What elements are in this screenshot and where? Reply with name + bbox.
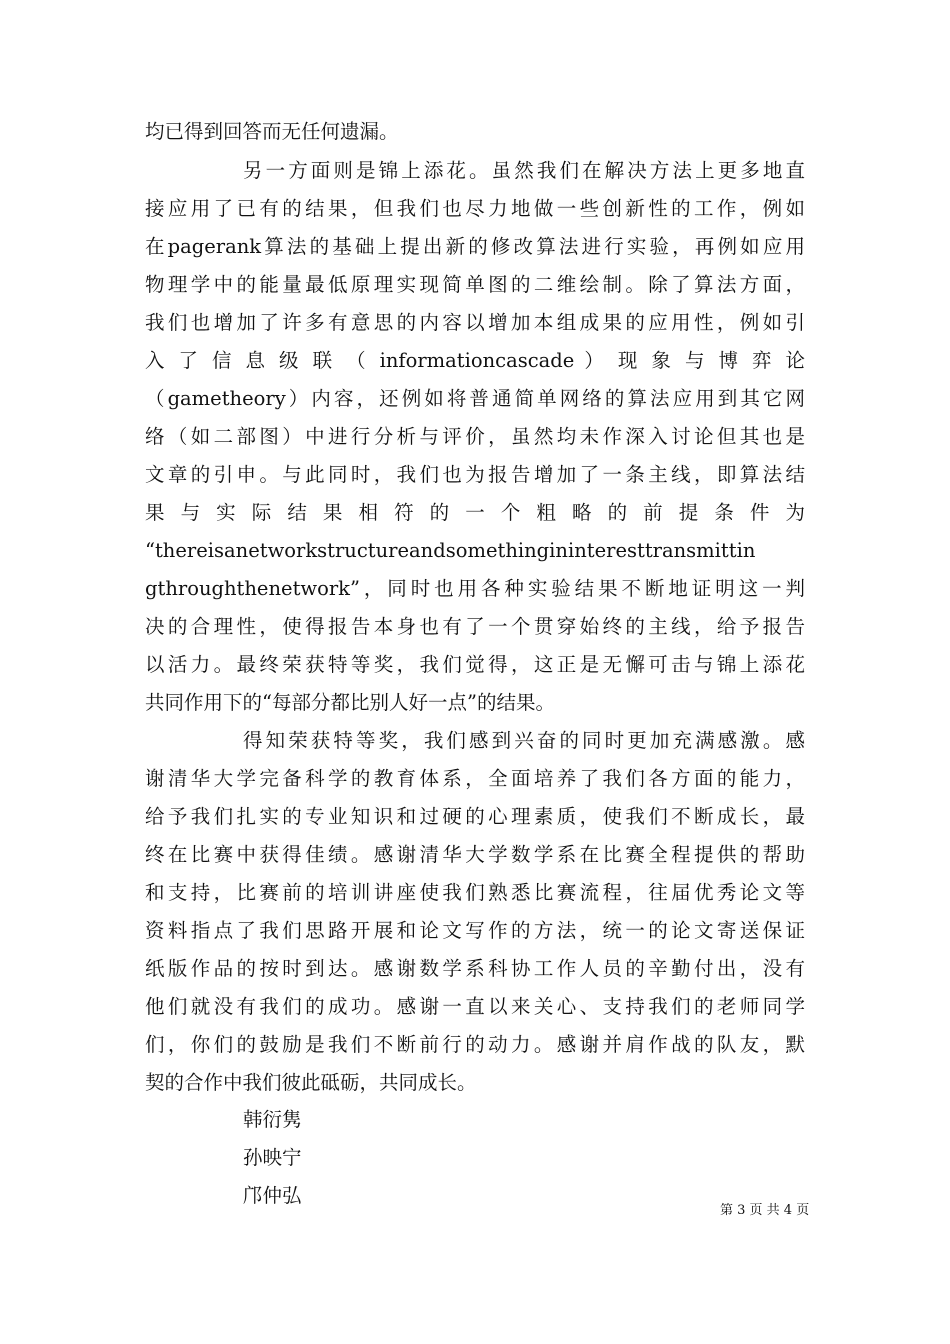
paragraph-line: 络（如二部图）中进行分析与评价，虽然均未作深入讨论但其也是 <box>145 425 805 448</box>
signature-name: 邝仲弘 <box>243 1184 302 1207</box>
paragraph-line: 另一方面则是锦上添花。虽然我们在解决方法上更多地直 <box>243 159 805 182</box>
signature-name: 孙映宁 <box>243 1146 302 1169</box>
paragraph-line: 共同作用下的“每部分都比别人好一点”的结果。 <box>145 691 555 714</box>
paragraph-line: 入 了 信 息 级 联 （ informationcascade ） 现 象 与 博 弈 论 <box>145 349 805 372</box>
paragraph-line: 果 与 实 际 结 果 相 符 的 一 个 粗 略 的 前 提 条 件 为 <box>145 501 805 524</box>
paragraph-line: “thereisanetworkstructureandsomethingininteresttransmittin <box>145 539 756 562</box>
paragraph-line: 文章的引申。与此同时，我们也为报告增加了一条主线，即算法结 <box>145 463 805 486</box>
paragraph-line: 以活力。最终荣获特等奖，我们觉得，这正是无懈可击与锦上添花 <box>145 653 805 676</box>
paragraph-line: 谢清华大学完备科学的教育体系，全面培养了我们各方面的能力， <box>145 767 805 790</box>
page-number-footer: 第 3 页 共 4 页 <box>720 1203 810 1218</box>
paragraph-line: 给予我们扎实的专业知识和过硬的心理素质，使我们不断成长，最 <box>145 805 805 828</box>
paragraph-line: 决的合理性，使得报告本身也有了一个贯穿始终的主线，给予报告 <box>145 615 805 638</box>
paragraph-line: 和支持，比赛前的培训讲座使我们熟悉比赛流程，往届优秀论文等 <box>145 881 805 904</box>
paragraph-line: （gametheory）内容，还例如将普通简单网络的算法应用到其它网 <box>145 387 805 410</box>
paragraph-line: 物理学中的能量最低原理实现简单图的二维绘制。除了算法方面， <box>145 273 805 296</box>
paragraph-line: gthroughthenetwork”，同时也用各种实验结果不断地证明这一判 <box>145 577 805 600</box>
paragraph-line: 我们也增加了许多有意思的内容以增加本组成果的应用性，例如引 <box>145 311 805 334</box>
paragraph-line: 纸版作品的按时到达。感谢数学系科协工作人员的辛勤付出，没有 <box>145 957 805 980</box>
paragraph-line: 终在比赛中获得佳绩。感谢清华大学数学系在比赛全程提供的帮助 <box>145 843 805 866</box>
paragraph-line: 接应用了已有的结果，但我们也尽力地做一些创新性的工作，例如 <box>145 197 805 220</box>
paragraph-line: 均已得到回答而无任何遗漏。 <box>145 120 399 143</box>
paragraph-line: 得知荣获特等奖，我们感到兴奋的同时更加充满感激。感 <box>243 729 805 752</box>
paragraph-line: 资料指点了我们思路开展和论文写作的方法，统一的论文寄送保证 <box>145 919 805 942</box>
paragraph-line: 们，你们的鼓励是我们不断前行的动力。感谢并肩作战的队友，默 <box>145 1033 805 1056</box>
paragraph-line: 在pagerank算法的基础上提出新的修改算法进行实验，再例如应用 <box>145 235 805 258</box>
paragraph-line: 契的合作中我们彼此砥砺，共同成长。 <box>145 1071 477 1094</box>
paragraph-line: 他们就没有我们的成功。感谢一直以来关心、支持我们的老师同学 <box>145 995 805 1018</box>
signature-name: 韩衍隽 <box>243 1108 302 1131</box>
